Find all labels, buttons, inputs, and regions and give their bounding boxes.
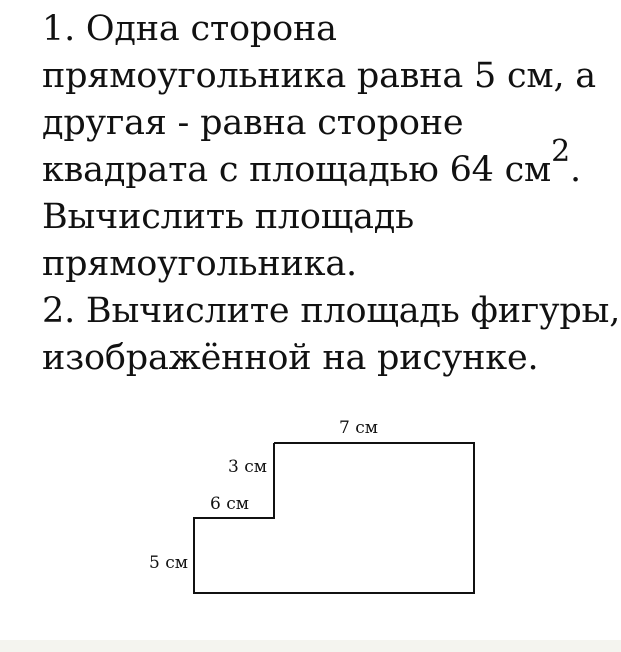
problem1-line1: 1. Одна сторона xyxy=(42,9,337,49)
squared-superscript: 2 xyxy=(551,134,570,169)
problem1-line6: прямоугольника. xyxy=(42,244,357,284)
problem2-line2: изображённой на рисунке. xyxy=(42,338,539,378)
problem1-line4 xyxy=(42,134,617,194)
problem1-line3: другая - равна стороне xyxy=(42,103,464,143)
label-step-height: 3 см xyxy=(228,457,267,477)
problem-text xyxy=(42,6,621,382)
label-top-width: 7 см xyxy=(339,418,378,438)
label-step-width: 6 см xyxy=(210,494,249,514)
figure-diagram xyxy=(140,410,490,600)
problem1-line2: прямоугольника равна 5 см, а xyxy=(42,56,596,96)
problem1-line4-end: . xyxy=(569,150,581,190)
problem2-line1: 2. Вычислите площадь фигуры, xyxy=(42,291,621,331)
figure-shape xyxy=(140,410,490,600)
problem1-line5: Вычислить площадь xyxy=(42,197,414,237)
footer-bar xyxy=(0,640,621,652)
problem1-line4-text: квадрата с площадью 64 см xyxy=(42,150,552,190)
label-left-height: 5 см xyxy=(149,553,188,573)
